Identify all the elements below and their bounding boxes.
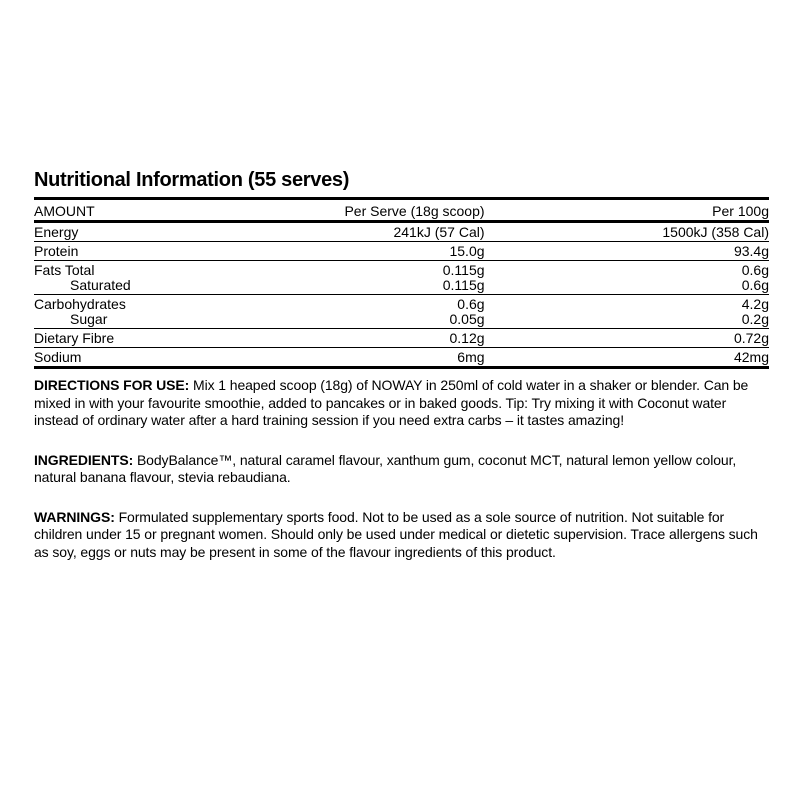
directions-paragraph bbox=[34, 377, 769, 430]
directions-label: DIRECTIONS FOR USE: bbox=[34, 377, 190, 393]
warnings-label: WARNINGS: bbox=[34, 508, 115, 525]
per-serve-value: 6mg bbox=[457, 349, 485, 365]
per-serve-value: 0.115g bbox=[442, 262, 485, 278]
nutrition-panel bbox=[34, 168, 769, 561]
nutrient-subname: Sugar bbox=[70, 311, 108, 327]
header-amount: AMOUNT bbox=[34, 199, 344, 222]
per-100g-value-group bbox=[485, 295, 769, 329]
header-per-100g: Per 100g bbox=[485, 199, 769, 222]
nutrient-name: Energy bbox=[34, 222, 344, 242]
nutrient-name-group bbox=[34, 295, 344, 329]
nutrition-table bbox=[34, 197, 769, 369]
per-serve-value: 241kJ (57 Cal) bbox=[344, 222, 484, 242]
nutrient-name: Sodium bbox=[34, 349, 82, 365]
panel-title: Nutritional Information (55 serves) bbox=[34, 169, 350, 191]
per-serve-value: 15.0g bbox=[344, 242, 484, 261]
ingredients-text: BodyBalance™, natural caramel flavour, xanthum gum, coconut MCT, natural lemon yellow colour, natural banana flavour, stevia rebaudiana. bbox=[34, 451, 737, 485]
table-row bbox=[34, 329, 769, 348]
per-100g-value: 0.2g bbox=[741, 311, 769, 327]
nutrient-name: Carbohydrates bbox=[34, 296, 126, 312]
nutrient-subname: Saturated bbox=[70, 277, 131, 293]
table-row bbox=[34, 295, 769, 329]
per-100g-value: 42mg bbox=[733, 349, 769, 365]
per-serve-value-group bbox=[344, 261, 484, 295]
warnings-paragraph bbox=[34, 509, 769, 562]
table-row bbox=[34, 222, 769, 242]
directions-text: Mix 1 heaped scoop (18g) of NOWAY in 250ml of cold water in a shaker or blender. Can be mixed in with your favourite smoothie, added to pancakes or in baked goods. Tip: Try mixing it with Coconut water instead of ordinary water after a hard training session if you need extra carbs – it tastes amazing! bbox=[34, 377, 749, 428]
nutrient-name: Fats Total bbox=[34, 262, 95, 278]
per-serve-value: 0.6g bbox=[457, 296, 485, 312]
per-serve-value: 0.12g bbox=[344, 329, 484, 348]
table-header-row bbox=[34, 199, 769, 222]
per-100g-value-group bbox=[485, 261, 769, 295]
ingredients-paragraph bbox=[34, 452, 769, 487]
per-serve-value-group bbox=[344, 295, 484, 329]
spacer bbox=[34, 430, 769, 444]
per-serve-value: 0.115g bbox=[442, 277, 485, 293]
ingredients-label: INGREDIENTS: bbox=[34, 451, 134, 468]
per-100g-value: 4.2g bbox=[741, 296, 769, 312]
per-100g-value: 1500kJ (358 Cal) bbox=[485, 222, 769, 242]
per-100g-value: 0.72g bbox=[485, 329, 769, 348]
warnings-text: Formulated supplementary sports food. Not to be used as a sole source of nutrition. Not suitable for children under 15 or pregnant women. Should only be used under medical or dietetic supervision. Trace allergens such as soy, eggs or nuts may be present in some of the flavour ingredients of this product. bbox=[34, 508, 758, 560]
header-per-serve: Per Serve (18g scoop) bbox=[344, 199, 484, 222]
spacer bbox=[34, 487, 769, 501]
nutrient-name-group bbox=[34, 261, 344, 295]
table-row bbox=[34, 261, 769, 295]
table-row bbox=[34, 242, 769, 261]
nutrient-name: Protein bbox=[34, 242, 344, 261]
per-100g-value: 0.6g bbox=[741, 262, 769, 278]
per-100g-value: 0.6g bbox=[741, 277, 769, 293]
per-serve-value: 0.05g bbox=[449, 311, 485, 327]
nutrient-name: Dietary Fibre bbox=[34, 329, 344, 348]
per-100g-value: 93.4g bbox=[485, 242, 769, 261]
table-row bbox=[34, 348, 769, 368]
